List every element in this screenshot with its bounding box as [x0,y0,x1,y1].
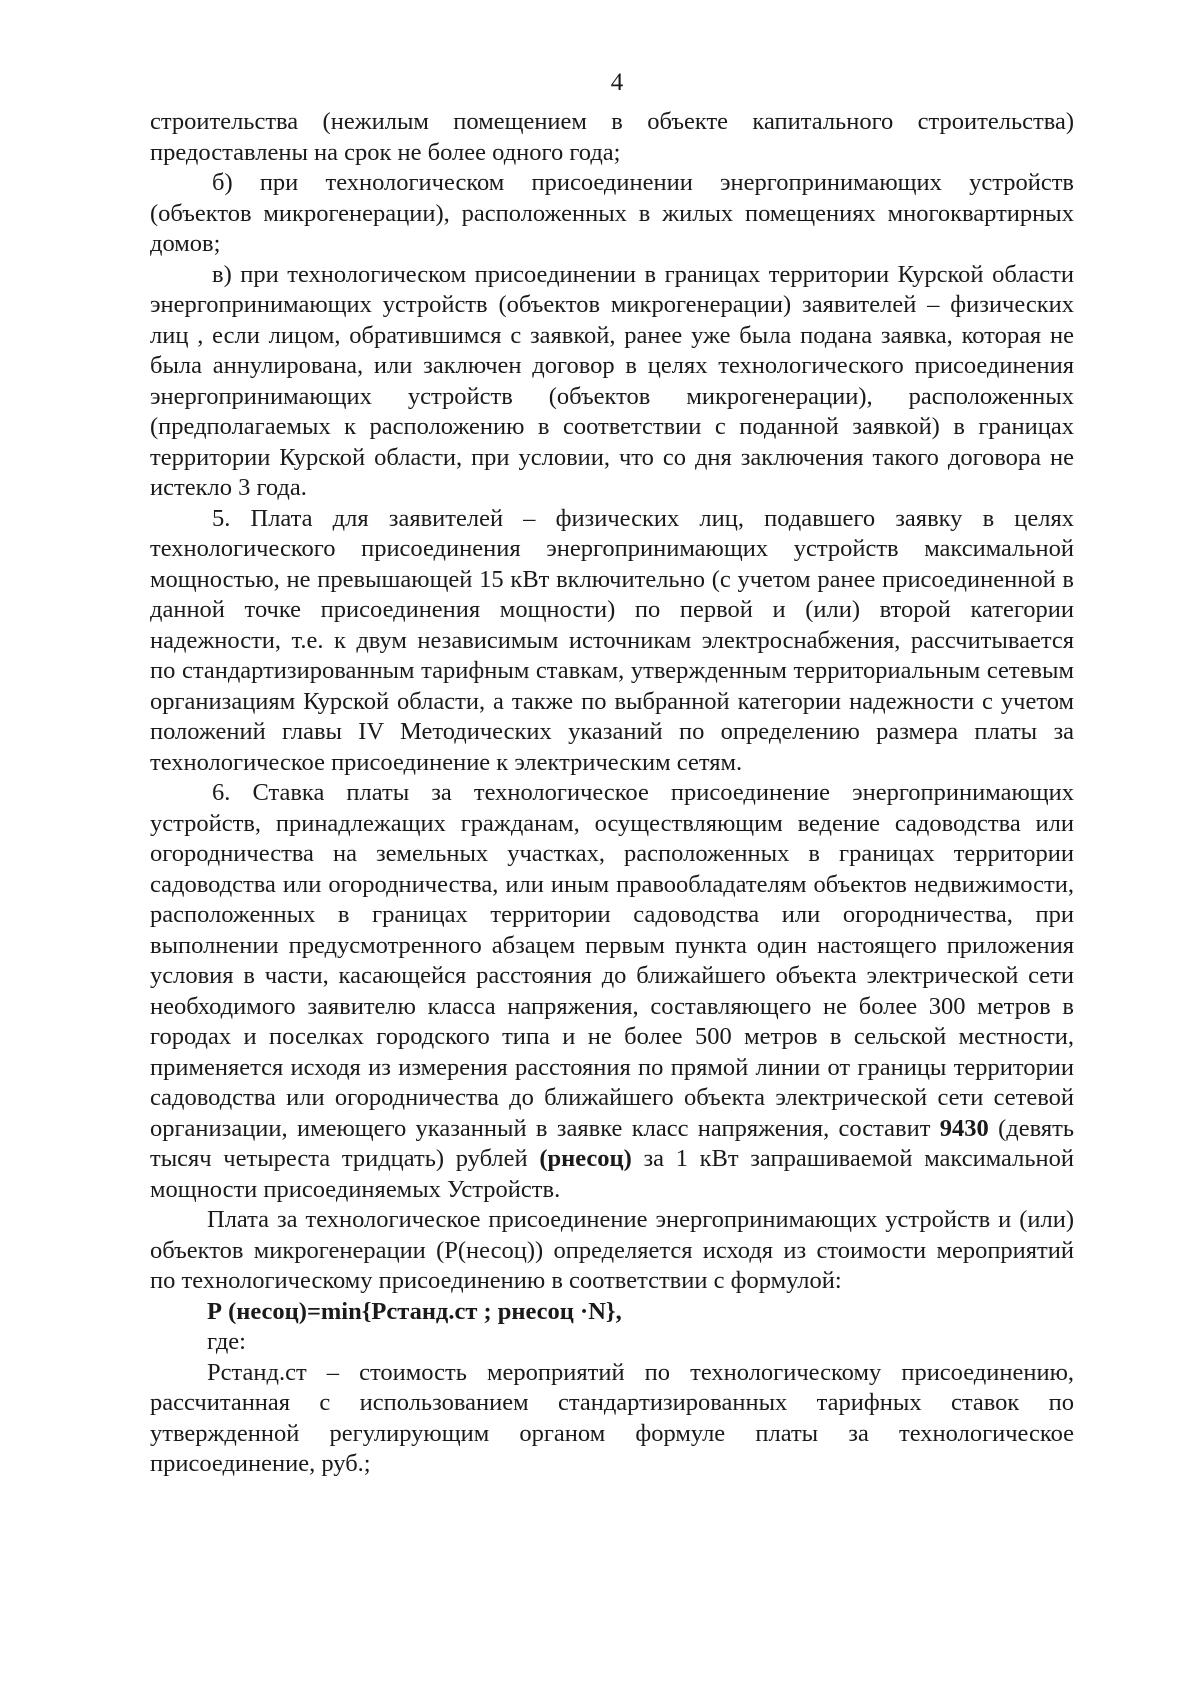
paragraph-fee: Плата за технологическое присоединение энергопринимающих устройств и (или) объектов микрогенерации (Р(несоц)) определяется исходя из стоимости мероприятий по технологическому присоединению в соответствии с формулой: [150,1206,1074,1294]
paragraph-5: 5. Плата для заявителей – физических лиц, подавшего заявку в целях технологического присоединения энергопринимающих устройств максимальной мощностью, не превышающей 15 кВт включительно (с учетом ранее присоединенной в данной точке присоединения мощности) по первой и (или) второй категории надежности, т.е. к двум независимым источникам электроснабжения, рассчитывается по стандартизированным тарифным ставкам, утвержденным территориальным сетевым организациям Курской области, а также по выбранной категории надежности с учетом положений главы IV Методических указаний по определению размера платы за технологическое присоединение к электрическим сетям. [150,504,1074,776]
formula: Р (несоц)=min{Рстанд.ст ; рнесоц ·N}, [207,1297,622,1325]
rate-amount: 9430 [939,1114,989,1142]
formula-where: где: [207,1328,246,1355]
rate-symbol: (рнесоц) [539,1145,632,1172]
document-body [150,107,1074,1480]
rate-amount-words: (девять тысяч четыреста тридцать) рублей [150,1114,1074,1172]
paragraph-item-b: б) при технологическом присоединении энергопринимающих устройств (объектов микрогенерации), расположенных в жилых помещениях многоквартирных домов; [150,169,1074,257]
paragraph-item-v: в) при технологическом присоединении в границах территории Курской области энергопринимающих устройств (объектов микрогенерации) заявителей – физических лиц , если лицом, обратившимся с заявкой, ранее уже была подана заявка, которая не была аннулирована, или заключен договор в целях технологического присоединения энергопринимающих устройств (объектов микрогенерации), расположенных (предполагаемых к расположению в соответствии с поданной заявкой) в границах территории Курской области, при условии, что со дня заключения такого договора не истекло 3 года. [150,260,1074,501]
paragraph-6-text: 6. Ставка платы за технологическое присоединение энергопринимающих устройств, принадлежащих гражданам, осуществляющим ведение садоводства или огородничества на земельных участках, расположенных в границах территории садоводства или огородничества, или иным правообладателям объектов недвижимости, расположенных в границах территории садоводства или огородничества, при выполнении предусмотренного абзацем первым пункта один настоящего приложения условия в части, касающейся расстояния до ближайшего объекта электрической сети необходимого заявителю класса напряжения, составляющего не более 300 метров в городах и поселках городского типа и не более 500 метров в сельской местности, применяется исходя из измерения расстояния по прямой линии от границы территории садоводства или огородничества до ближайшего объекта электрической сети сетевой организации, имеющего указанный в заявке класс напряжения, составит [150,779,1074,1142]
paragraph-intro: строительства (нежилым помещением в объекте капитального строительства) предоставлены на срок не более одного года; [150,108,1074,166]
paragraph-6 [150,778,1074,1205]
paragraph-definition: Рстанд.ст – стоимость мероприятий по технологическому присоединению, рассчитанная с использованием стандартизированных тарифных ставок по утвержденной регулирующим органом формуле платы за технологическое присоединение, руб.; [150,1358,1074,1477]
paragraph-6-end: за 1 кВт запрашиваемой максимальной мощности присоединяемых Устройств. [150,1145,1074,1203]
page-number: 4 [610,69,624,96]
